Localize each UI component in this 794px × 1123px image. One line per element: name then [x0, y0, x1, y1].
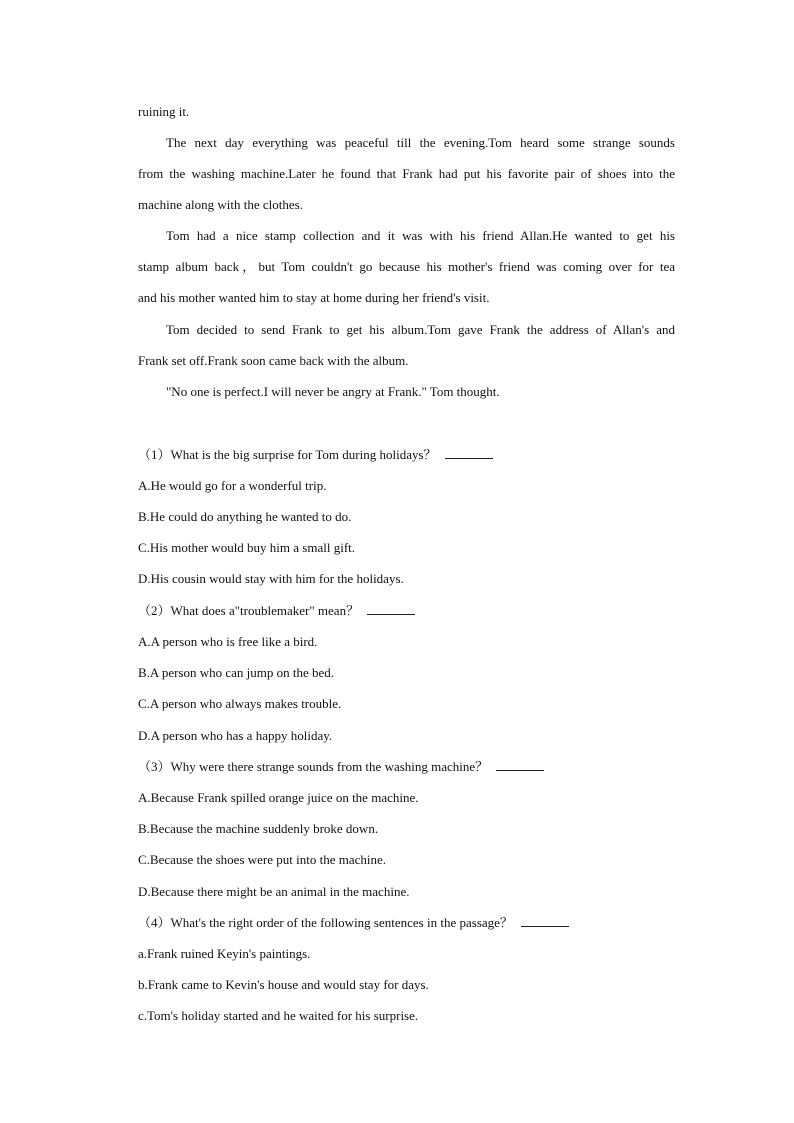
passage-line: Frank set off.Frank soon came back with the album. — [138, 353, 409, 368]
question-text: （3）Why were there strange sounds from the washing machine？ — [138, 759, 489, 774]
passage-line: The next day everything was peaceful till the evening.Tom heard some strange sounds — [166, 135, 675, 150]
question-text: （1）What is the big surprise for Tom during holidays？ — [138, 447, 437, 462]
passage-line: "No one is perfect.I will never be angry at Frank." Tom thought. — [166, 384, 500, 399]
answer-option: b.Frank came to Kevin's house and would stay for days. — [138, 977, 429, 992]
answer-option: B.Because the machine suddenly broke down. — [138, 821, 379, 836]
question-stem — [138, 757, 675, 777]
question-stem — [138, 913, 675, 933]
question-text: （4）What's the right order of the following sentences in the passage？ — [138, 915, 513, 930]
passage-line: and his mother wanted him to stay at home during her friend's visit. — [138, 290, 490, 305]
answer-option: C.A person who always makes trouble. — [138, 696, 342, 711]
answer-blank[interactable] — [367, 602, 415, 615]
answer-option: B.A person who can jump on the bed. — [138, 665, 335, 680]
question-text: （2）What does a"troublemaker" mean？ — [138, 603, 360, 618]
answer-option: D.A person who has a happy holiday. — [138, 728, 333, 743]
answer-option: C.Because the shoes were put into the machine. — [138, 852, 387, 867]
answer-option: a.Frank ruined Keyin's paintings. — [138, 946, 311, 961]
answer-option: A.He would go for a wonderful trip. — [138, 478, 327, 493]
answer-option: C.His mother would buy him a small gift. — [138, 540, 356, 555]
answer-option: c.Tom's holiday started and he waited for his surprise. — [138, 1008, 419, 1023]
passage-line: stamp album back，but Tom couldn't go because his mother's friend was coming over for tea — [138, 259, 675, 274]
question-stem — [138, 445, 675, 465]
answer-option: A.Because Frank spilled orange juice on the machine. — [138, 790, 419, 805]
passage-line: ruining it. — [138, 104, 190, 119]
answer-option: B.He could do anything he wanted to do. — [138, 509, 352, 524]
answer-option: D.His cousin would stay with him for the holidays. — [138, 571, 404, 586]
passage-line: Tom decided to send Frank to get his album.Tom gave Frank the address of Allan's and — [166, 322, 675, 337]
answer-option: D.Because there might be an animal in the machine. — [138, 884, 410, 899]
answer-blank[interactable] — [496, 758, 544, 771]
passage-line: Tom had a nice stamp collection and it was with his friend Allan.He wanted to get his — [166, 228, 675, 243]
passage-line: from the washing machine.Later he found that Frank had put his favorite pair of shoes into the — [138, 166, 675, 181]
answer-blank[interactable] — [445, 446, 493, 459]
question-stem — [138, 601, 675, 621]
answer-blank[interactable] — [521, 914, 569, 927]
answer-option: A.A person who is free like a bird. — [138, 634, 318, 649]
passage-line: machine along with the clothes. — [138, 197, 303, 212]
